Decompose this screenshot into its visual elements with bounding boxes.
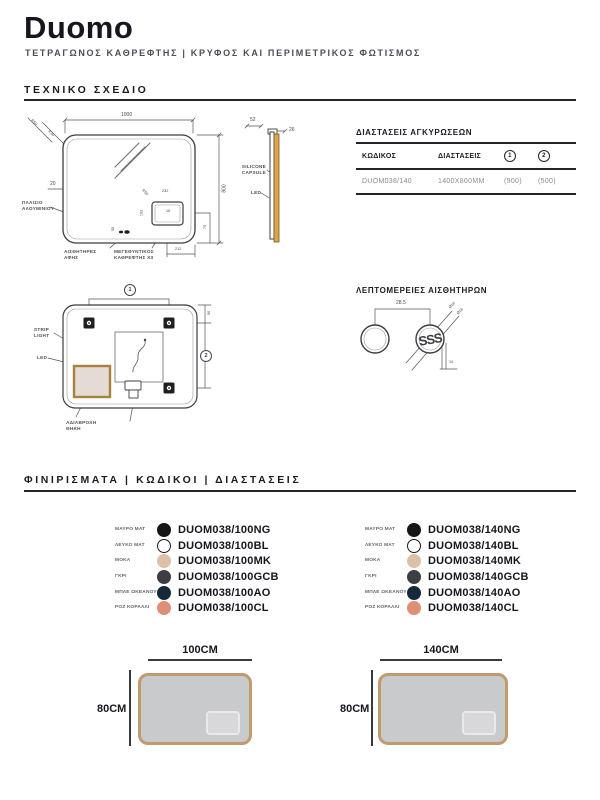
dim-corner-inner: R30 [47,129,55,138]
height-dimension-line [129,670,131,746]
color-swatch [407,523,421,537]
dim-sensor-offset: 55 [111,226,116,232]
section-divider [24,99,576,101]
finish-row [365,569,565,585]
finish-label: ΜΠΛΕ ΩΚΕΑΝΟΥ [365,589,407,595]
color-swatch [157,586,171,600]
finish-code: DUOM038/140NG [428,523,521,536]
width-dimension-label: 100CM [182,644,218,656]
finish-code: DUOM038/140AO [428,586,521,599]
color-swatch [157,539,171,553]
mirror-100-preview [138,673,252,745]
dim-sensor-spacing: 28.5 [396,300,406,306]
finish-label: ΓΚΡΙ [115,574,127,580]
color-swatch [407,554,421,568]
front-view-drawing [20,108,248,268]
cell-d2: (500) [538,178,556,185]
finish-row [365,538,565,554]
color-swatch [407,586,421,600]
side-view-linework [240,112,330,262]
dim-mag-center: 16 [166,209,171,213]
finish-row [115,600,315,616]
back-view-drawing [24,283,239,458]
finish-row [115,522,315,538]
color-swatch [157,601,171,615]
table-row [356,170,576,193]
finish-label: ΜΠΛΕ ΩΚΕΑΝΟΥ [115,589,157,595]
dim-anchor-top: 90 [207,310,212,316]
finish-label: ΛΕΥΚΟ ΜΑΤ [115,542,145,548]
finish-code: DUOM038/100AO [178,586,271,599]
anchor-marker-2: 2 [200,350,212,362]
dim-mag-right-gap: 212 [175,247,182,251]
led-label: LED [251,190,262,195]
back-led-label: LED [37,355,48,360]
mirror-140-preview [378,673,508,745]
finish-code: DUOM038/140BL [428,539,519,552]
section-title-technical: ΤΕΧΝΙΚΟ ΣΧΕΔΙΟ [24,84,149,96]
finish-row [115,569,315,585]
finish-label: ΡΟΖ ΚΟΡΑΛΛΙ [365,605,400,611]
finish-label: ΡΟΖ ΚΟΡΑΛΛΙ [115,605,150,611]
dim-side-led: 26 [289,127,295,133]
width-dimension-label: 140CM [423,644,459,656]
dim-sensor-inner: Ø16 [456,307,464,316]
frame-label: ΠΛΑΙΣΙΟ ΑΛΟΥΜΙΝΙΟΥ [22,200,55,212]
finish-row [115,553,315,569]
defogger-symbol: SSS [417,330,443,349]
waterproof-case-label: ΑΔΙΑΒΡΟΧΗ ΘΗΚΗ [66,420,97,432]
page-subtitle: ΤΕΤΡΑΓΩΝΟΣ ΚΑΘΡΕΦΤΗΣ | ΚΡΥΦΟΣ ΚΑΙ ΠΕΡΙΜΕΤΡΙΚΟΣ ΦΩΤΙΣΜΟΣ [25,48,422,58]
size-diagram-140 [330,644,515,756]
color-swatch [157,554,171,568]
page-title: Duomo [24,10,134,45]
dim-mag-bottom-gap: 70 [203,224,208,230]
col-header-anchor-1: 1 [504,150,516,162]
col-header-dimensions: ΔΙΑΣΤΑΣΕΙΣ [438,152,482,160]
sensor-details-linework [356,297,576,389]
magnifier-window [206,711,240,735]
table-divider-bottom [356,193,576,195]
dim-sensor-outer: Ø18 [448,301,456,310]
finish-column-100 [115,522,315,616]
anchor-dimensions-table [356,128,576,195]
finish-row [115,538,315,554]
finish-code: DUOM038/100GCB [178,570,279,583]
height-dimension-label: 80CM [97,703,127,715]
section-divider-2 [24,490,576,492]
finish-label: ΜΑΥΡΟ ΜΑΤ [365,526,396,532]
section-title-finishes: ΦΙΝΙΡΙΣΜΑΤΑ | ΚΩΔΙΚΟΙ | ΔΙΑΣΤΑΣΕΙΣ [24,474,302,486]
color-swatch [157,523,171,537]
anchor-marker-1: 1 [124,284,136,296]
dim-corner-outer: R50 [30,118,38,127]
magnifier-window [462,711,496,735]
dim-frame: 20 [50,181,56,187]
finish-row [115,585,315,601]
col-header-code: ΚΩΔΙΚΟΣ [362,152,397,160]
finish-row [365,522,565,538]
front-view-linework [20,108,248,268]
finish-row [365,553,565,569]
cell-dimensions: 1400X800MM [438,178,485,185]
sensor-details [356,286,576,396]
strip-light-label: STRIP LIGHT [34,327,50,339]
dim-mag-corner: R50 [141,188,149,197]
height-dimension-label: 80CM [340,703,370,715]
finish-code: DUOM038/140MK [428,555,522,568]
table-header-row [356,144,576,168]
dim-width: 1000 [121,112,133,118]
finish-row [365,600,565,616]
touch-sensors-label: ΑΙΣΘΗΤΗΡΕΣ ΑΦΗΣ [64,249,97,261]
size-diagram-100 [95,644,265,756]
finish-code: DUOM038/100MK [178,555,272,568]
finish-label: ΜΑΥΡΟ ΜΑΤ [115,526,146,532]
magnifier-label: ΜΕΓΕΘΥΝΤΙΚΟΣ ΚΑΘΡΕΦΤΗΣ Χ3 [114,249,154,261]
finish-row [365,585,565,601]
dim-mag-width: 232 [162,189,169,193]
width-dimension-line [380,659,502,661]
dim-side-total: 52 [250,117,256,123]
color-swatch [407,539,421,553]
finish-label: ΓΚΡΙ [365,574,377,580]
dim-height: 800 [221,184,228,193]
finish-code: DUOM038/140CL [428,602,519,615]
finish-label: ΛΕΥΚΟ ΜΑΤ [365,542,395,548]
dim-sensor-depth: 10 [449,360,454,364]
finish-label: ΜΟΚΑ [365,558,381,564]
cell-code: DUOM038/140 [362,178,412,185]
finish-code: DUOM038/140GCB [428,570,529,583]
col-header-anchor-2: 2 [538,150,550,162]
finish-label: ΜΟΚΑ [115,558,131,564]
finish-code: DUOM038/100NG [178,523,271,536]
silicone-capsule-label: SILICONE CAPSULE [241,164,266,176]
side-view-drawing [240,112,330,262]
height-dimension-line [371,670,373,746]
color-swatch [407,570,421,584]
finish-code: DUOM038/100BL [178,539,269,552]
cell-d1: (900) [504,178,522,185]
sensor-details-title: ΛΕΠΤΟΜΕΡΕΙΕΣ ΑΙΣΘΗΤΗΡΩΝ [356,286,488,295]
dim-mag-height: 192 [139,209,144,217]
finish-code: DUOM038/100CL [178,602,269,615]
finish-column-140 [365,522,565,616]
width-dimension-line [148,659,252,661]
color-swatch [407,601,421,615]
table-title: ΔΙΑΣΤΑΣΕΙΣ ΑΓΚΥΡΩΣΕΩΝ [356,128,473,137]
color-swatch [157,570,171,584]
